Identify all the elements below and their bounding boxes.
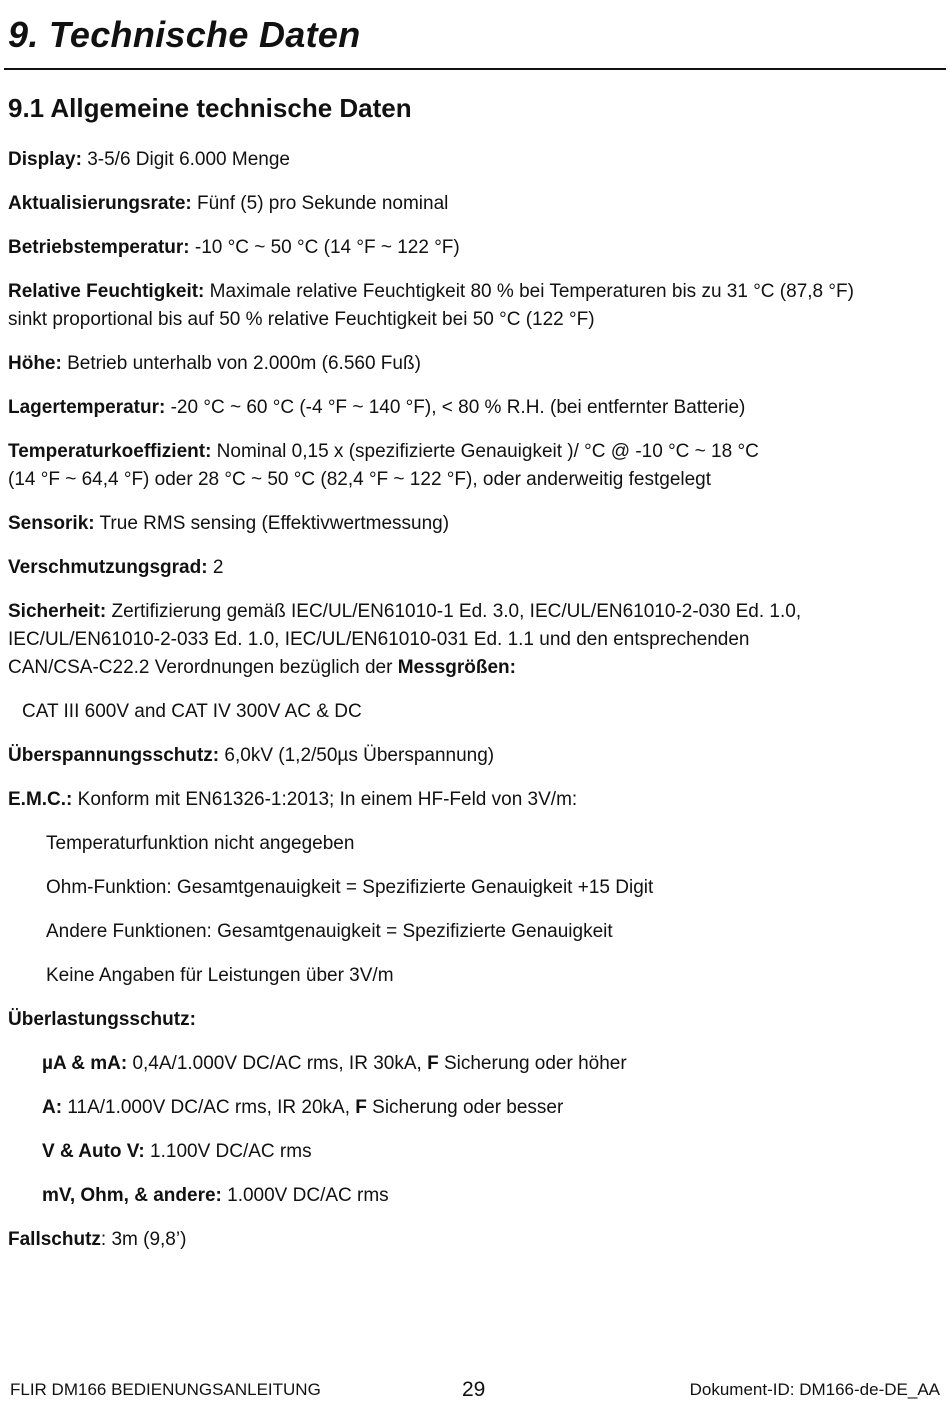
emc-item: Temperaturfunktion nicht angegeben: [46, 833, 355, 854]
spec-value: CAT III 600V and CAT IV 300V AC & DC: [22, 701, 362, 722]
spec-value: : 3m (9,8’): [100, 1229, 187, 1250]
spec-value: Konform mit EN61326-1:2013; In einem HF-Feld von 3V/m:: [72, 789, 578, 810]
spec-value: IEC/UL/EN61010-2-033 Ed. 1.0, IEC/UL/EN61010-031 Ed. 1.1 und den entsprechenden: [8, 629, 750, 650]
page-number: 29: [462, 1378, 486, 1401]
section-title: 9.1 Allgemeine technische Daten: [8, 93, 412, 123]
fuse-marker: F: [355, 1097, 367, 1118]
spec-value: 6,0kV (1,2/50µs Überspannung): [219, 745, 495, 766]
spec-temp-coefficient: [8, 438, 759, 466]
spec-label: Relative Feuchtigkeit:: [8, 281, 205, 302]
spec-label: Sicherheit:: [8, 601, 107, 622]
overload-value: 0,4A/1.000V DC/AC rms, IR 30kA,: [127, 1053, 428, 1074]
emc-item: Andere Funktionen: Gesamtgenauigkeit = Spezifizierte Genauigkeit: [46, 921, 613, 942]
overload-label: V & Auto V:: [42, 1141, 145, 1162]
spec-update-rate: [8, 190, 448, 218]
emc-item: Keine Angaben für Leistungen über 3V/m: [46, 965, 394, 986]
spec-label: Temperaturkoeffizient:: [8, 441, 212, 462]
spec-value: Zertifizierung gemäß IEC/UL/EN61010-1 Ed. 3.0, IEC/UL/EN61010-2-030 Ed. 1.0,: [106, 601, 802, 622]
overload-value: 1.000V DC/AC rms: [221, 1185, 389, 1206]
spec-safety-category: [22, 698, 362, 726]
spec-value: (14 °F ~ 64,4 °F) oder 28 °C ~ 50 °C (82,4 °F ~ 122 °F), oder anderweitig festgelegt: [8, 469, 712, 490]
spec-altitude: [8, 350, 421, 378]
spec-drop: [8, 1226, 186, 1254]
spec-value: True RMS sensing (Effektivwertmessung): [94, 513, 450, 534]
spec-value: -10 °C ~ 50 °C (14 °F ~ 122 °F): [189, 237, 460, 258]
spec-display: [8, 146, 290, 174]
footer-document-id: Dokument-ID: DM166-de-DE_AA: [689, 1380, 940, 1399]
spec-value: 2: [207, 557, 224, 578]
spec-value-bold: Messgrößen:: [397, 657, 516, 678]
overload-item: [42, 1182, 389, 1210]
spec-value: 3-5/6 Digit 6.000 Menge: [81, 149, 290, 170]
spec-value: Maximale relative Feuchtigkeit 80 % bei Temperaturen bis zu 31 °C (87,8 °F): [204, 281, 854, 302]
spec-safety: [8, 598, 801, 626]
chapter-title: 9. Technische Daten: [8, 14, 361, 55]
overload-item: [42, 1050, 627, 1078]
spec-humidity: [8, 278, 854, 306]
spec-humidity-cont: [8, 306, 595, 334]
spec-label: Aktualisierungsrate:: [8, 193, 192, 214]
spec-value: Betrieb unterhalb von 2.000m (6.560 Fuß): [61, 353, 421, 374]
spec-label: Lagertemperatur:: [8, 397, 166, 418]
spec-label: Betriebstemperatur:: [8, 237, 190, 258]
spec-safety-cont: [8, 626, 750, 654]
spec-label: Höhe:: [8, 353, 62, 374]
footer-manual-title: FLIR DM166 BEDIENUNGSANLEITUNG: [10, 1380, 321, 1399]
spec-pollution: [8, 554, 223, 582]
overload-item: [42, 1138, 312, 1166]
overload-value-rest: Sicherung oder höher: [438, 1053, 627, 1074]
spec-label: Verschmutzungsgrad:: [8, 557, 208, 578]
overload-item: [42, 1094, 563, 1122]
spec-overload: [8, 1006, 196, 1034]
spec-label: Fallschutz: [8, 1229, 101, 1250]
spec-sensing: [8, 510, 449, 538]
spec-emc: [8, 786, 577, 814]
spec-operating-temp: [8, 234, 460, 262]
overload-label: mV, Ohm, & andere:: [42, 1185, 222, 1206]
overload-value-rest: Sicherung oder besser: [366, 1097, 564, 1118]
spec-value: CAN/CSA-C22.2 Verordnungen bezüglich der: [8, 657, 398, 678]
chapter-divider: [4, 68, 946, 70]
overload-value: 1.100V DC/AC rms: [144, 1141, 312, 1162]
spec-storage-temp: [8, 394, 745, 422]
spec-label: Überspannungsschutz:: [8, 745, 220, 766]
spec-value: -20 °C ~ 60 °C (-4 °F ~ 140 °F), < 80 % R.H. (bei entfernter Batterie): [165, 397, 746, 418]
overload-label: µA & mA:: [42, 1053, 128, 1074]
spec-temp-coefficient-cont: [8, 466, 711, 494]
spec-label: E.M.C.:: [8, 789, 73, 810]
spec-label: Überlastungsschutz:: [8, 1009, 196, 1030]
fuse-marker: F: [427, 1053, 439, 1074]
spec-label: Display:: [8, 149, 82, 170]
spec-value: Nominal 0,15 x (spezifizierte Genauigkeit )/ °C @ -10 °C ~ 18 °C: [211, 441, 759, 462]
spec-surge: [8, 742, 494, 770]
spec-value: sinkt proportional bis auf 50 % relative Feuchtigkeit bei 50 °C (122 °F): [8, 309, 595, 330]
spec-value: Fünf (5) pro Sekunde nominal: [191, 193, 449, 214]
spec-label: Sensorik:: [8, 513, 95, 534]
spec-safety-cont: [8, 654, 516, 682]
overload-label: A:: [42, 1097, 63, 1118]
emc-item: Ohm-Funktion: Gesamtgenauigkeit = Spezifizierte Genauigkeit +15 Digit: [46, 877, 654, 898]
overload-value: 11A/1.000V DC/AC rms, IR 20kA,: [62, 1097, 356, 1118]
